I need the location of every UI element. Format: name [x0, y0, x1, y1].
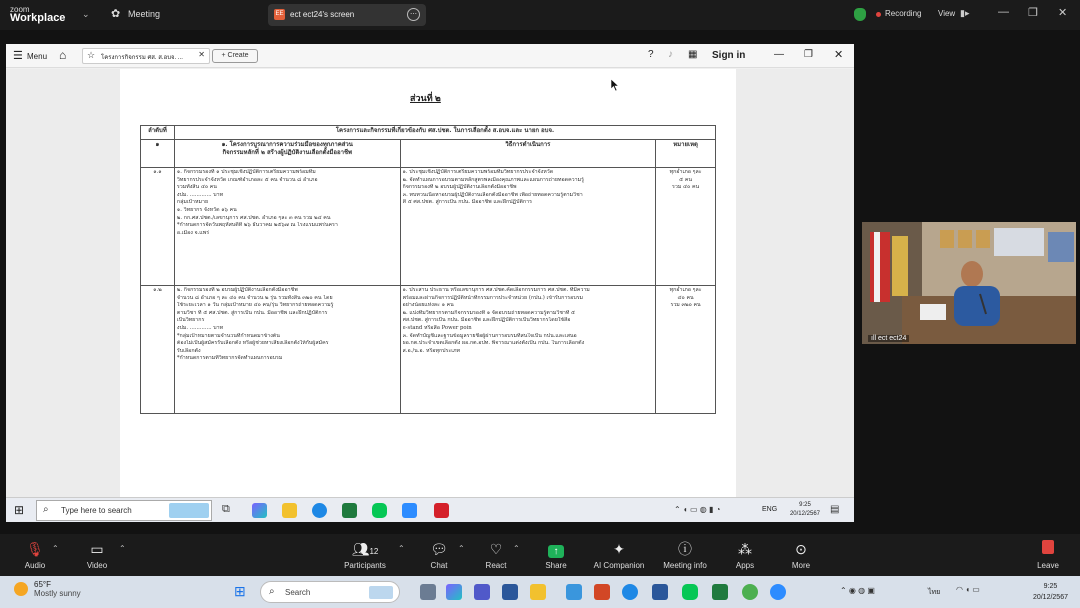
chat-button[interactable]: 💬︎ Chat [404, 540, 474, 570]
taskbar-search[interactable] [36, 500, 212, 521]
leave-button[interactable]: Leave [1026, 540, 1070, 570]
network-volume-battery-icons[interactable]: ◠ ◖ ▭ [956, 585, 980, 594]
zoom-app-icon[interactable] [770, 584, 786, 600]
meet-icon[interactable] [502, 584, 518, 600]
security-shield-icon[interactable] [854, 8, 866, 21]
method-header: วิธีการดำเนินการ [400, 140, 656, 168]
participant-video-image [862, 222, 1076, 344]
row-1-note: ทุกอำเภอ ๆละ ๕ คน รวม ๔๐ คน [656, 168, 716, 286]
row-1-method: ๑. ประชุมเชิงปฏิบัติการเตรียมความพร้อมทีมวิทยากรประจำจังหวัด ๒. จัดทำแผนการอบรมตามหลักสูตรพลเมืองคุณภาพและแผนการถ่ายทอดความรู้ กิจกรรมรองที่ ๒ อบรมผู้ปฏิบัติงานเลือกตั้งมืออาชีพ ๓. ทบทวนเนื้อหาอบรมผู้ปฏิบัติงานเลือกตั้งมืออาชีพ เพื่อถ่ายทอดความรู้ตามวิชา ที่ ๕ ศส.ปชต. สู่การเป็น กปน. มืออาชีพ และฝึกปฏิบัติการ [400, 168, 656, 286]
create-button[interactable]: + Create [212, 49, 258, 63]
heart-icon: ♡ [489, 541, 503, 557]
share-user-badge: EE [274, 9, 285, 20]
sun-icon [14, 582, 28, 596]
zoom-meeting-toolbar [0, 534, 1080, 576]
zoom-top-bar [0, 0, 1080, 30]
restore-icon[interactable]: ❐ [1028, 7, 1038, 19]
apps-grid-icon[interactable]: ▦ [688, 49, 698, 60]
minimize-icon[interactable]: — [998, 6, 1009, 18]
participant-video-tile[interactable] [862, 222, 1076, 344]
info-icon: ⓘ [678, 541, 692, 557]
header-order: ลำดับที่ [141, 126, 175, 140]
bell-icon[interactable]: ♪ [668, 49, 673, 60]
zoom-workplace-logo [10, 5, 65, 23]
windows-search-box[interactable] [260, 581, 400, 603]
system-tray-icons[interactable]: ⌃ ◉ ◍ ▣ [840, 586, 875, 595]
more-options-icon[interactable]: ⋯ [407, 8, 420, 21]
mouse-cursor-icon [610, 78, 620, 92]
system-tray-icons[interactable]: ⌃ ◖ ▭ ◍ ▮ ◔ [674, 505, 721, 514]
language-indicator[interactable]: ไทย [928, 589, 941, 596]
search-icon: ⌕ [43, 504, 49, 515]
file-explorer-icon[interactable] [282, 503, 297, 518]
react-caret-icon[interactable]: ⌃ [513, 544, 520, 553]
video-options-caret-icon[interactable]: ⌃ [119, 544, 126, 553]
chat-caret-icon[interactable]: ⌃ [458, 544, 465, 553]
shared-screen [6, 44, 854, 522]
word-icon[interactable] [652, 584, 668, 600]
line-icon[interactable] [682, 584, 698, 600]
project-line-1: ๑. โครงการบูรณาการความร่วมมือของทุกภาคส่วน [221, 141, 353, 148]
help-icon[interactable]: ? [648, 49, 654, 60]
more-button[interactable]: ⊙ More [766, 540, 836, 570]
row-1-number: ๑.๑ [141, 168, 175, 286]
meeting-info-button[interactable]: ⓘ Meeting info [650, 540, 720, 570]
participants-icon: 👥︎12 [351, 541, 379, 557]
participant-name: ıll ect ect24 [868, 335, 909, 342]
participants-button[interactable]: 👥︎12 Participants [330, 540, 400, 570]
recording-label[interactable]: Recording [885, 9, 922, 18]
meeting-label[interactable]: Meeting [128, 9, 161, 19]
participants-caret-icon[interactable]: ⌃ [398, 544, 405, 553]
hamburger-icon[interactable]: ☰ [13, 50, 23, 62]
row-2-method: ๑. ประสาน ประธาน หรือเลขานุการ ศส.ปชต.คัดเลือกกรรมการ ศส.ปชต. ที่มีความ พร้อมและผ่านกิจการปฏิบัติหน้าที่กรรมการประจำหน่วย (กปน.) เข้ารับการอบรม อย่างน้อยแห่งละ ๑ คน ๒. แบ่งทีมวิทยากรตามกิจกรรมรองที่ ๑ จัดอบรมถ่ายทอดความรู้ตามวิชาที่ ๕ ศส.ปชต. สู่การเป็น กปน. มืออาชีพ และฝึกปฏิบัติการเป็นวิทยากรโดยใช้สื่อ e-stand หรือสื่อ Power poin ๓. จัดทำบัญชีและฐานข้อมูลรายชื่อผู้ผ่านการอบรมที่สนใจเป็น กปน.และเสนอ ผอ.กต.ประจำเขตเลือกตั้ง ผอ.กต.อปท. พิจารณาแต่งตั้งเป็น กปน. ในการเลือกตั้ง ส.อ./น.อ. หรือทุกประเภท [400, 286, 656, 414]
share-screen-icon: ↑ [521, 540, 591, 558]
task-view-icon[interactable]: ⧉ [222, 503, 230, 515]
share-title: ect ect24's screen [290, 10, 355, 19]
audio-button[interactable]: 🎙︎ Audio [0, 540, 70, 570]
microphone-muted-icon: 🎙︎ [26, 541, 44, 557]
home-icon[interactable]: ⌂ [59, 48, 67, 62]
search-highlight-image [169, 503, 209, 518]
windows-search-placeholder: Search [285, 588, 311, 597]
more-icon: ⊙ [795, 541, 807, 557]
view-layout-icon[interactable]: ▮▸ [960, 8, 970, 18]
search-highlight-image [369, 586, 393, 599]
row-2-note: ทุกอำเภอ ๆละ ๔๐ คน รวม ๓๒๐ คน [656, 286, 716, 414]
zoom-app-icon[interactable] [402, 503, 417, 518]
windows-start-icon[interactable]: ⊞ [14, 503, 25, 517]
weather-widget[interactable]: 65°F Mostly sunny [14, 580, 81, 598]
excel-icon[interactable] [342, 503, 357, 518]
row-number: ๑ [141, 140, 175, 168]
star-icon[interactable]: ☆ [87, 50, 96, 60]
powerpoint-icon[interactable] [594, 584, 610, 600]
file-explorer-icon[interactable] [530, 584, 546, 600]
menu-label[interactable]: Menu [27, 52, 48, 61]
share-screen-pill[interactable] [268, 4, 426, 26]
document-area [6, 69, 854, 497]
recording-dot-icon [876, 12, 881, 17]
view-button[interactable]: View [938, 9, 956, 18]
project-heading [174, 140, 400, 168]
edge-icon[interactable] [622, 584, 638, 600]
document-title: ส่วนที่ ๒ [410, 93, 441, 103]
ai-companion-button[interactable]: ✦ AI Companion [584, 540, 654, 570]
app-toolbar [6, 44, 854, 68]
project-line-2: กิจกรรมหลักที่ ๒ สร้างผู้ปฏิบัติงานเลือกตั้งมืออาชีพ [222, 148, 352, 156]
sparkle-icon: ✦ [613, 541, 625, 557]
share-button[interactable]: ↑ Share [521, 540, 591, 570]
tab-title: โครงการกิจกรรม ศส. ส.อบจ. ... [101, 55, 183, 61]
row-2-number: ๑.๒ [141, 286, 175, 414]
react-button[interactable]: ♡ React [461, 540, 531, 570]
logo-small-text: zoom [10, 5, 30, 14]
restore-icon[interactable]: ❐ [804, 49, 813, 60]
row-1-activity: ๑. กิจกรรมรองที่ ๑ ประชุมเชิงปฏิบัติการเตรียมความพร้อมทีม วิทยากรประจำจังหวัด เกณฑ์อำเภอละ ๕ คน จำนวน ๘ อำเภอ รวมทั้งสิ้น ๔๐ คน งปม. ............. บาท กลุ่มเป้าหมาย ๑. วิทยากร จังหวัด ๑๖ คน ๒. กก.ศส.ปชต./เลขานุการ ศส.ปชต. อำเภอ ๆละ ๓ คน รวม ๒๔ คน *กำหนดการจัดวันพฤหัสบดีที่ ๒๖ ธันวาคม ๒๕๖๗ ณ โรงแรมแพร่นครา อ.เมือง จ.แพร่ [174, 168, 400, 286]
video-camera-icon: ▭ [90, 541, 104, 557]
minimize-icon[interactable]: — [774, 49, 784, 60]
language-indicator[interactable]: ENG [762, 506, 778, 513]
row-2-activity: ๒. กิจกรรมรองที่ ๒ อบรมผู้ปฏิบัติงานเลือกตั้งมืออาชีพ จำนวน ๘ อำเภอ ๆ ละ ๔๐ คน จำนวน ๒ รุ่น รวมทั้งสิ้น ๓๒๐ คน โดย ใช้ระยะเวลา ๑ วัน กลุ่มเป้าหมาย ๔๐ คน/รุ่น วิทยากรถ่ายทอดความรู้ ตามวิชา ที่ ๕ ศส.ปชต. สู่การเป็น กปน. มืออาชีพ และฝึกปฏิบัติการ เป็นวิทยากร งปม. ............. บาท *กลุ่มเป้าหมายตามจำนวนที่กำหนดมาข้างต้น ต้องไม่เป็นผู้สมัครรับเลือกตั้ง หรือผู้ช่วยหาเสียงเลือกตั้งให้กับผู้สมัคร รับเลือกตั้ง *กำหนดการตามที่วิทยากรจัดทำแผนการอบรม [174, 286, 400, 414]
notification-icon[interactable]: ▤ [830, 504, 840, 515]
document-page [120, 69, 736, 497]
create-label: Create [227, 52, 249, 59]
note-header: หมายเหตุ [656, 140, 716, 168]
paw-icon: ✿ [111, 8, 121, 20]
copilot-icon[interactable] [446, 584, 462, 600]
sign-in-button[interactable]: Sign in [712, 50, 746, 61]
copilot-icon[interactable] [252, 503, 267, 518]
pdf-reader-icon[interactable] [434, 503, 449, 518]
project-table [140, 125, 716, 414]
apps-icon: ⁂ [738, 541, 752, 557]
video-button[interactable]: ▭ Video [62, 540, 132, 570]
chat-icon: 💬︎ [430, 541, 448, 557]
apps-button[interactable]: ⁂ Apps [710, 540, 780, 570]
audio-options-caret-icon[interactable]: ⌃ [52, 544, 59, 553]
tab-close-icon[interactable]: ✕ [198, 50, 205, 59]
store-icon[interactable] [566, 584, 582, 600]
logo-big-text: Workplace [10, 12, 66, 24]
leave-door-icon [1026, 540, 1070, 558]
teams-icon[interactable] [474, 584, 490, 600]
chevron-down-icon[interactable]: ⌄ [82, 9, 90, 19]
header-main: โครงการและกิจกรรมที่เกี่ยวข้องกับ ศส.ปชต. ในการเลือกตั้ง ส.อบจ.และ นายก อบจ. [174, 126, 715, 140]
taskbar-search-placeholder: Type here to search [61, 506, 132, 515]
chrome-icon[interactable] [742, 584, 758, 600]
taskbar-clock[interactable]: 9:25 20/12/2567 [789, 502, 820, 517]
search-icon: ⌕ [269, 586, 275, 597]
windows-taskbar [6, 497, 854, 522]
document-tab[interactable] [82, 48, 210, 64]
close-icon[interactable]: ✕ [1058, 7, 1068, 19]
edge-icon[interactable] [312, 503, 327, 518]
windows-start-icon[interactable]: ⊞ [234, 583, 246, 599]
close-icon[interactable]: ✕ [834, 49, 844, 61]
excel-icon[interactable] [712, 584, 728, 600]
task-view-icon[interactable] [420, 584, 436, 600]
line-icon[interactable] [372, 503, 387, 518]
windows11-taskbar [0, 576, 1080, 608]
windows-clock[interactable]: 9:25 20/12/2567 [1032, 583, 1068, 601]
